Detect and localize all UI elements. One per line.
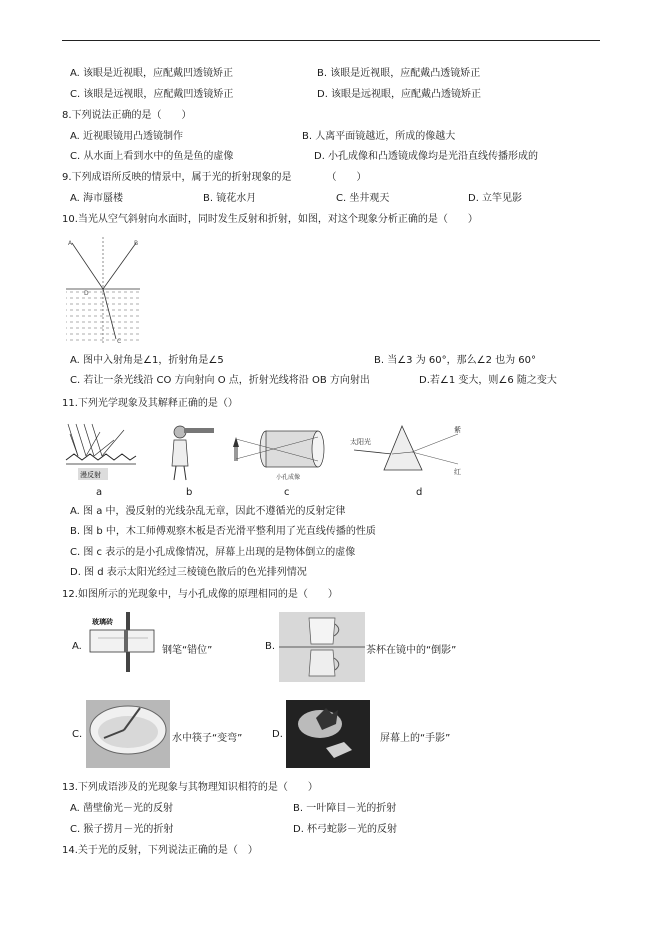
- q13-option-b: B. 一叶障目－光的折射: [293, 803, 397, 814]
- q12-option-b-letter: B.: [265, 641, 276, 652]
- q12-option-a-caption: 钢笔“错位”: [162, 645, 213, 656]
- q9-option-b: B. 镜花水月: [203, 193, 257, 204]
- q8-option-d: D. 小孔成像和凸透镜成像均是光沿直线传播形成的: [314, 151, 539, 162]
- q11-option-c: C. 图 c 表示的是小孔成像情况，屏幕上出现的是物体倒立的虚像: [70, 547, 356, 558]
- q8-stem: 8.下列说法正确的是（ ）: [62, 110, 192, 121]
- fig11-label-a: a: [96, 487, 103, 498]
- q12-option-b-caption: 茶杯在镜中的“倒影”: [366, 645, 457, 656]
- fig11-label-d: d: [416, 487, 423, 498]
- fig11-label-c: c: [284, 487, 290, 498]
- q12-option-d-caption: 屏幕上的“手影”: [380, 733, 451, 744]
- reflection-refraction-figure: [64, 235, 142, 347]
- fig10-label-c: C: [117, 338, 122, 345]
- q13-option-c: C. 猴子捞月－光的折射: [70, 824, 174, 835]
- q12-option-c-letter: C.: [72, 729, 83, 740]
- fig11d-red: 红: [454, 468, 461, 476]
- fig10-label-d: D: [84, 290, 89, 297]
- q12-option-a-letter: A.: [72, 641, 82, 652]
- prism-figure: [348, 420, 466, 484]
- q7-option-c: C. 该眼是远视眼，应配戴凹透镜矫正: [70, 89, 234, 100]
- fig11-label-b: b: [186, 487, 193, 498]
- fig10-label-b: B: [134, 240, 139, 247]
- glass-brick-label: 玻璃砖: [92, 618, 113, 626]
- fig11d-violet: 紫: [454, 426, 461, 434]
- q9-option-d: D. 立竿见影: [468, 193, 523, 204]
- q12-stem: 12.如图所示的光现象中，与小孔成像的原理相同的是（ ）: [62, 589, 338, 600]
- q11-stem: 11.下列光学现象及其解释正确的是（）: [62, 398, 238, 409]
- q10-stem: 10.当光从空气斜射向水面时，同时发生反射和折射，如图，对这个现象分析正确的是（ ）: [62, 214, 478, 225]
- header-rule: [62, 40, 600, 41]
- q7-option-b: B. 该眼是近视眼，应配戴凸透镜矫正: [317, 68, 481, 79]
- q10-option-b: B. 当∠3 为 60°，那么∠2 也为 60°: [374, 355, 537, 366]
- teacup-mirror-figure: [279, 612, 365, 682]
- chopsticks-bowl-figure: [86, 700, 170, 768]
- q7-option-d: D. 该眼是远视眼，应配戴凸透镜矫正: [317, 89, 482, 100]
- q12-option-c-caption: 水中筷子“变弯”: [172, 733, 243, 744]
- q11-option-a: A. 图 a 中，漫反射的光线杂乱无章，因此不遵循光的反射定律: [70, 506, 346, 517]
- diffuse-reflection-figure: [64, 420, 138, 484]
- q11-option-b: B. 图 b 中，木工师傅观察木板是否光滑平整利用了光直线传播的性质: [70, 526, 376, 537]
- hand-shadow-figure: [286, 700, 370, 768]
- q9-stem: 9.下列成语所反映的情景中，属于光的折射现象的是 （ ）: [62, 172, 367, 183]
- q14-stem: 14.关于光的反射，下列说法正确的是（ ）: [62, 845, 258, 856]
- q10-option-d: D.若∠1 变大，则∠6 随之变大: [419, 375, 557, 386]
- fig11d-sunlight: 太阳光: [350, 438, 371, 446]
- fig10-label-a: A: [68, 240, 73, 247]
- glass-brick-pen-figure: [86, 610, 158, 676]
- q12-option-d-letter: D.: [272, 729, 283, 740]
- q10-option-c: C. 若让一条光线沿 CO 方向射向 O 点，折射光线将沿 OB 方向射出: [70, 375, 370, 386]
- fig11a-caption: 漫反射: [80, 471, 101, 479]
- q8-option-a: A. 近视眼镜用凸透镜制作: [70, 131, 184, 142]
- q13-option-a: A. 凿壁偷光－光的反射: [70, 803, 174, 814]
- q13-stem: 13.下列成语涉及的光现象与其物理知识相符的是（ ）: [62, 782, 318, 793]
- q10-option-a: A. 图中入射角是∠1，折射角是∠5: [70, 355, 224, 366]
- fig11c-caption: 小孔成像: [276, 474, 301, 481]
- q13-option-d: D. 杯弓蛇影－光的反射: [293, 824, 398, 835]
- q11-option-d: D. 图 d 表示太阳光经过三棱镜色散后的色光排列情况: [70, 567, 307, 578]
- q9-option-c: C. 坐井观天: [336, 193, 390, 204]
- q9-option-a: A. 海市蜃楼: [70, 193, 124, 204]
- q8-option-c: C. 从水面上看到水中的鱼是鱼的虚像: [70, 151, 234, 162]
- pinhole-camera-figure: [230, 425, 330, 481]
- q7-option-a: A. 该眼是近视眼，应配戴凹透镜矫正: [70, 68, 234, 79]
- carpenter-figure: [160, 420, 218, 482]
- q8-option-b: B. 人离平面镜越近，所成的像越大: [302, 131, 456, 142]
